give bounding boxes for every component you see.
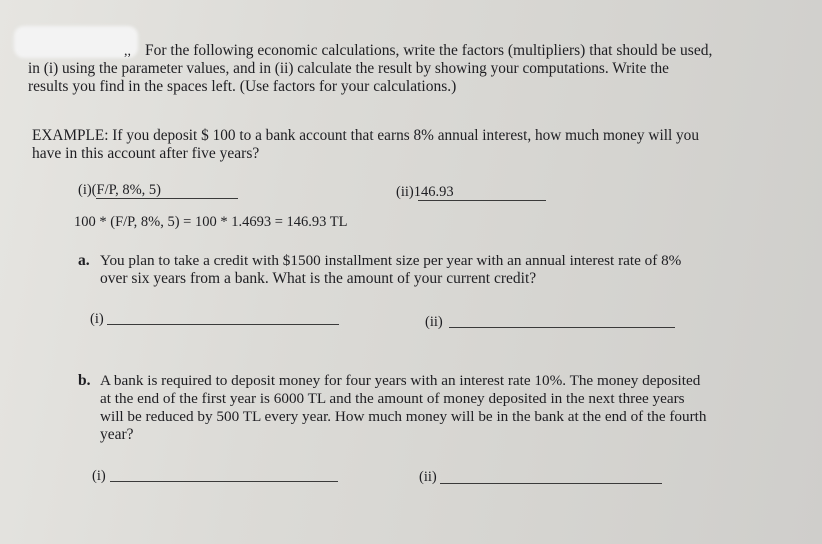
question-b-label: b.: [78, 372, 91, 389]
question-b-answer-ii-field[interactable]: [440, 483, 662, 484]
question-a-label: a.: [78, 252, 90, 269]
question-b-line-1: A bank is required to deposit money for four years with an interest rate 10%. The money deposited: [100, 372, 701, 389]
question-a-blank-ii-label: (ii): [425, 314, 443, 330]
example-line-2: have in this account after five years?: [32, 145, 260, 162]
intro-line-1: For the following economic calculations, write the factors (multipliers) that should be used,: [145, 42, 713, 59]
question-b-line-4: year?: [100, 426, 134, 443]
example-line-1: EXAMPLE: If you deposit $ 100 to a bank account that earns 8% annual interest, how much money will you: [32, 127, 699, 144]
question-a-blank-i-label: (i): [90, 311, 104, 327]
question-a-answer-i-field[interactable]: [107, 324, 339, 325]
example-answer-ii: (ii)146.93: [396, 184, 454, 200]
intro-line-2: in (i) using the parameter values, and in (ii) calculate the result by showing your computations. Write the: [28, 60, 669, 77]
intro-line-3: results you find in the spaces left. (Use factors for your calculations.): [28, 78, 457, 95]
question-a-answer-ii-field[interactable]: [449, 327, 675, 328]
example-computation: 100 * (F/P, 8%, 5) = 100 * 1.4693 = 146.93 TL: [74, 214, 348, 230]
question-b-answer-i-field[interactable]: [110, 481, 338, 482]
example-answer-i: (i)(F/P, 8%, 5): [78, 182, 161, 198]
question-b-blank-ii-label: (ii): [419, 469, 437, 485]
example-answer-i-underline: [96, 198, 238, 199]
question-a-line-1: You plan to take a credit with $1500 installment size per year with an annual interest rate of 8%: [100, 252, 682, 269]
redacted-region: [14, 26, 138, 58]
question-b-blank-i-label: (i): [92, 468, 106, 484]
question-b-line-3: will be reduced by 500 TL every year. How much money will be in the bank at the end of the fourth: [100, 408, 707, 425]
question-b-line-2: at the end of the first year is 6000 TL and the amount of money deposited in the next three years: [100, 390, 685, 407]
intro-mark: ,,: [124, 44, 131, 59]
question-a-line-2: over six years from a bank. What is the amount of your current credit?: [100, 270, 537, 287]
example-answer-ii-underline: [418, 200, 546, 201]
